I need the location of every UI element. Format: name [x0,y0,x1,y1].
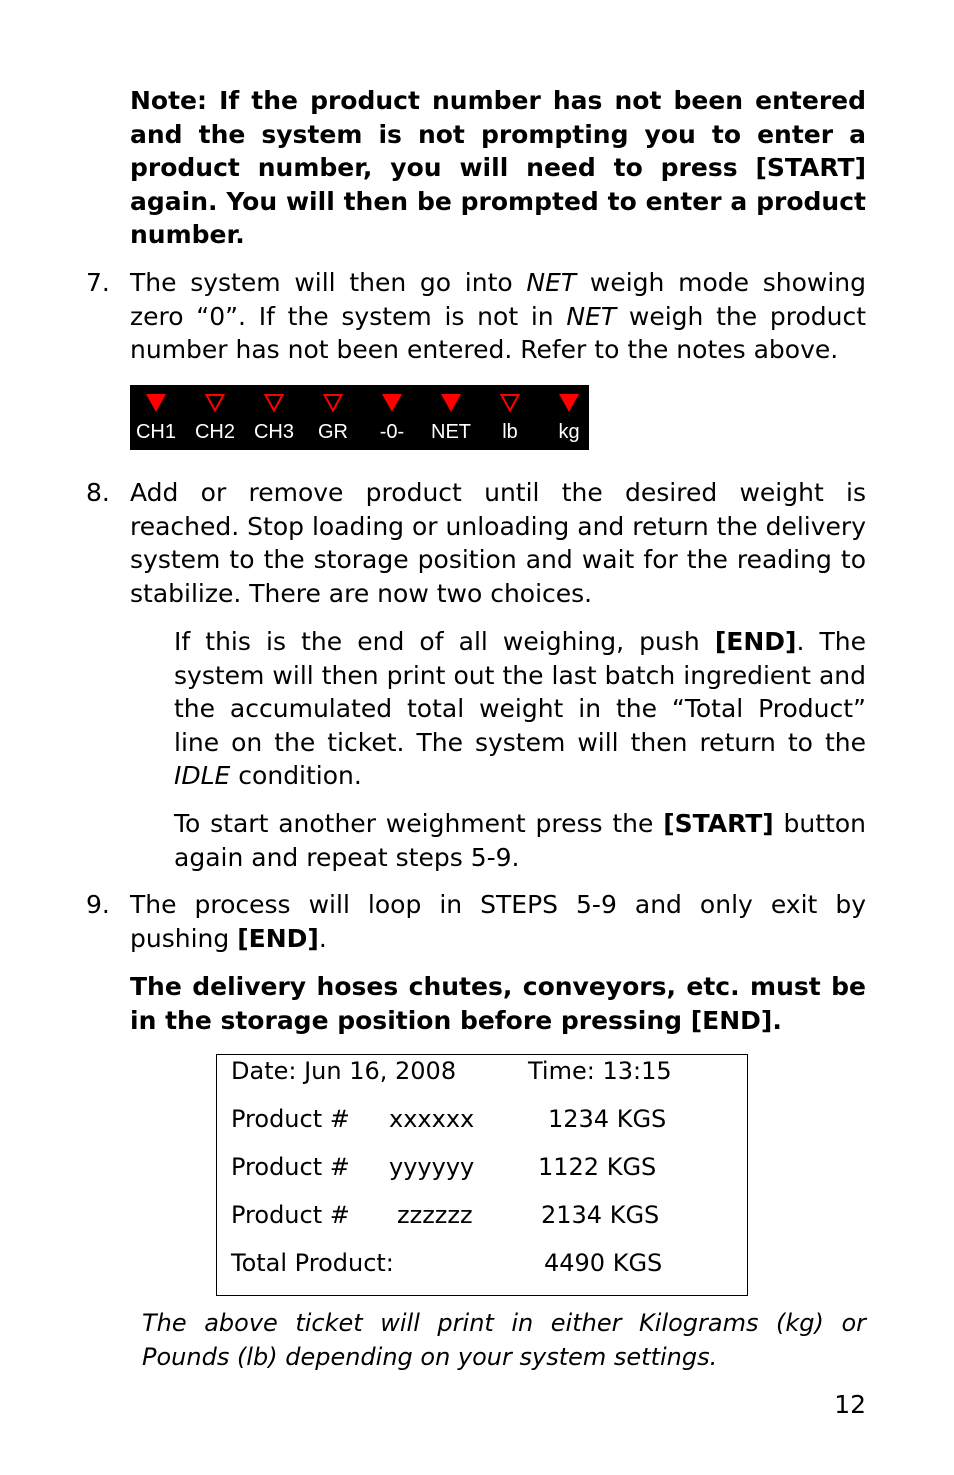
filled-triangle-icon [558,393,580,413]
ticket-time: Time: 13:15 [528,1057,672,1085]
ticket-date: Date: Jun 16, 2008 [231,1057,457,1085]
end-key: [END] [714,627,797,656]
indicator-net [426,385,476,450]
choice-start-paragraph: To start another weighment press the [START] button again and repeat steps 5-9. [174,809,867,872]
annunciator-display [130,385,589,450]
indicator-label: -0- [379,421,405,443]
note-paragraph: Note: If the product number has not been entered and the system is not prompting you to enter a product number, you will need to press [START] again. You will then be prompted to enter a product number. [130,86,866,250]
net-mode-term: NET [526,268,577,297]
outline-triangle-icon [499,393,521,413]
idle-term: IDLE [174,761,231,791]
indicator-label: NET [431,421,471,443]
filled-triangle-icon [145,393,167,413]
ticket-header-row [217,1057,747,1087]
filled-triangle-icon [440,393,462,413]
ticket-total-row: Total Product: 4490 KGS [231,1249,663,1277]
step-8-text: Add or remove product until the desired weight is reached. Stop loading or unloading and return the delivery system to the storage position and wait for the reading to stabilize. There are now two choices. [130,478,866,608]
indicator-gr [308,385,358,450]
net-mode-term: NET [566,301,617,331]
indicator-kg [544,385,594,450]
ticket-caption: The above ticket will print in either Kilograms (kg) or Pounds (lb) depending on your system settings. [142,1309,866,1371]
step-9-text: The process will loop in STEPS 5-9 and only exit by pushing [END]. [130,890,866,953]
indicator-label: CH3 [253,421,294,443]
outline-triangle-icon [322,393,344,413]
ticket-row: Product # xxxxxx 1234 KGS [231,1105,667,1133]
step-8-number: 8. [86,478,110,507]
warning-paragraph: The delivery hoses chutes, conveyors, etc. must be in the storage position before pressing [END]. [130,972,866,1035]
page-number: 12 [834,1390,866,1419]
indicator-label: CH1 [135,421,176,443]
indicator-0 [367,385,417,450]
indicator-ch1 [131,385,181,450]
indicator-label: CH2 [194,421,235,443]
outline-triangle-icon [263,393,285,413]
indicator-label: GR [318,421,348,443]
filled-triangle-icon [381,393,403,413]
ticket-row: Product # zzzzzz 2134 KGS [231,1201,660,1229]
end-key: [END] [237,923,319,953]
indicator-ch3 [249,385,299,450]
start-key: [START] [663,809,774,838]
step-7-text: The system will then go into NET weigh mode showing zero “0”. If the system is not in NET weigh the product number has not been entered. Refer to the notes above. [130,268,866,365]
indicator-lb [485,385,535,450]
ticket-row: Product # yyyyyy 1122 KGS [231,1153,657,1181]
choice-end-paragraph: If this is the end of all weighing, push [END]. The system will then print out the last batch ingredient and the accumulated total weight in the “Total Product” line on the ticket. The system will then return to the IDLE condition. [174,627,866,791]
indicator-label: kg [558,421,580,443]
indicator-ch2 [190,385,240,450]
sample-ticket [216,1054,748,1296]
indicator-label: lb [502,421,518,443]
step-7-number: 7. [86,268,110,297]
step-9-number: 9. [86,890,110,919]
outline-triangle-icon [204,393,226,413]
